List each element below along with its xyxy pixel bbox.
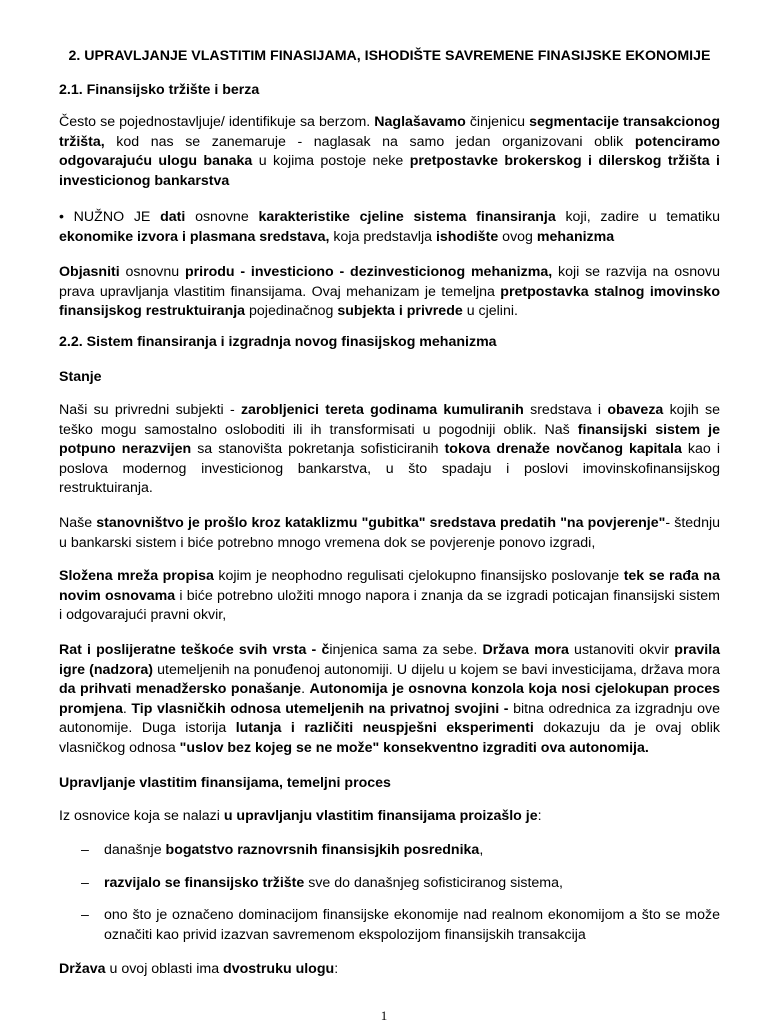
- bold-text-run: razvijalo se finansijsko tržište: [104, 875, 305, 891]
- list-item-text: [104, 906, 720, 945]
- bold-text-run: Objasniti: [59, 264, 120, 280]
- subheading-stanje: Stanje: [59, 369, 102, 385]
- text-run: u kojima postoje neke: [252, 153, 410, 169]
- text-run: kod nas se zanemaruje - naglasak na samo jedan organizovani oblik: [104, 133, 635, 150]
- bold-text-run: Država mora: [482, 642, 569, 658]
- text-run: Naši su privredni subjekti -: [59, 402, 241, 418]
- bold-text-run: finansijski sistem je potpuno nerazvijen: [59, 421, 721, 457]
- bold-text-run: tokova drenaže novčanog kapitala: [444, 441, 682, 457]
- bold-text-run: potenciramo odgovarajuću ulogu banaka: [59, 133, 720, 169]
- text-run: .: [122, 700, 132, 717]
- text-run: :: [334, 961, 339, 977]
- page-number: 1: [380, 1008, 388, 1023]
- bold-text-run: Složena mreža propisa: [59, 568, 214, 584]
- bold-text-run: pravila igre (nadzora): [59, 642, 721, 678]
- paragraph-6: [59, 567, 720, 626]
- bold-text-run: da prihvati menadžersko ponašanje: [59, 681, 302, 697]
- paragraph-7: [59, 641, 720, 758]
- text-run: sve do današnjeg sofisticiranog sistema,: [304, 875, 563, 891]
- text-run: Iz osnovice koja se nalazi: [59, 808, 224, 824]
- section-heading-2-2: 2.2. Sistem finansiranja i izgradnja novog finasijskog mehanizma: [59, 334, 497, 350]
- list-item-text: [104, 874, 720, 894]
- bold-text-run: dvostruku ulogu: [223, 961, 335, 977]
- bold-text-run: tek se rađa na novim osnovama: [59, 568, 720, 604]
- bold-text-run: zarobljenici tereta godinama kumuliranih: [240, 402, 524, 418]
- text-run: .: [301, 681, 310, 697]
- paragraph-9: [59, 960, 720, 980]
- list-bullet: –: [81, 907, 89, 923]
- paragraph-1: [59, 113, 720, 191]
- list-bullet: –: [81, 875, 89, 891]
- bold-text-run: dati: [160, 209, 186, 225]
- text-run: bitna odrednica za izgradnju ove autonomije. Duga istorija: [59, 700, 720, 736]
- bold-text-run: "uslov bez kojeg se ne može" konsekventno izgraditi ova autonomija.: [179, 739, 649, 756]
- text-run: :: [537, 808, 542, 824]
- text-run: Naše: [59, 515, 97, 531]
- bold-text-run: prirodu - investiciono - dezinvesticionog mehanizma,: [184, 264, 553, 280]
- text-run: dokazuju da je ovaj oblik vlasničkog odnosa: [59, 720, 720, 756]
- text-run: i biće potrebno uložiti mnogo napora i znanja da se izgradi poticajan finansijski sistem i odgovarajući pravni okvir,: [59, 587, 720, 623]
- paragraph-3: [59, 263, 720, 322]
- text-run: kojih se teško mogu samostalno osloboditi ili ih transformisati u pogodniji oblik. Naš: [59, 402, 721, 438]
- text-run: današnje: [104, 842, 166, 858]
- bold-text-run: pretpostavka stalnog imovinsko finansijskog restruktuiranja: [59, 283, 720, 319]
- bold-text-run: Naglašavamo: [374, 114, 466, 130]
- text-run: pojedinačnog: [245, 303, 338, 319]
- text-run: kojim je neophodno regulisati cjelokupno finansijsko poslovanje: [213, 568, 624, 584]
- list-item-text: [104, 841, 720, 861]
- bold-text-run: u upravljanju vlastitim finansijama proizašlo je: [223, 808, 538, 824]
- text-run: Često se pojednostavljuje/ identifikuje sa berzom.: [59, 114, 375, 130]
- bold-text-run: ishodište: [435, 228, 499, 245]
- text-run: u ovoj oblasti ima: [105, 961, 224, 977]
- text-run: ono što je označeno dominacijom finansijske ekonomije nad realnom ekonomijom a što se može označiti kao privid izazvan savremenom ekspolozijom finansijskih transakcija: [104, 907, 720, 943]
- bold-text-run: pretpostavke brokerskog i dilerskog tržišta i investicionog bankarstva: [59, 153, 720, 189]
- bold-text-run: Država: [59, 961, 106, 977]
- bold-text-run: Autonomija je osnovna konzola koja nosi cjelokupan proces promjena: [59, 681, 720, 717]
- text-run: koji, zadire u tematiku: [555, 209, 720, 225]
- bold-text-run: subjekta i privrede: [337, 303, 463, 319]
- text-run: osnovne: [185, 209, 259, 225]
- text-run: koji se razvija na osnovu prava upravljanja vlastitim finansijama. Ovaj mehanizam je temeljna: [59, 264, 720, 300]
- bold-text-run: Rat i poslijeratne teškoće svih vrsta - č: [59, 642, 330, 658]
- list-bullet: –: [81, 842, 89, 858]
- text-run: kao i poslova modernog investicionog bankarstva, u što spadaju i poslovi imovinskofinansijskog restruktuiranja.: [59, 441, 721, 496]
- text-run: u cjelini.: [462, 303, 518, 319]
- text-run: - štednju u bankarski sistem i biće potrebno mnogo vremena dok se povjerenje ponovo izgradi,: [59, 515, 721, 551]
- text-run: ovog: [498, 228, 537, 245]
- text-run: sa stanovišta pokretanja sofisticiranih: [191, 441, 445, 457]
- paragraph-8: [59, 807, 720, 827]
- bold-text-run: mehanizma: [536, 228, 615, 245]
- bold-text-run: stanovništvo je prošlo kroz kataklizmu "gubitka" sredstava predatih "na povjerenje": [96, 515, 666, 531]
- text-run: činjenicu: [465, 114, 530, 130]
- bold-text-run: Tip vlasničkih odnosa utemeljenih na privatnoj svojini -: [131, 700, 509, 717]
- bold-text-run: obaveza: [607, 402, 664, 418]
- bold-text-run: segmentacije transakcionog tržišta,: [59, 114, 721, 150]
- subheading-upravljanje: Upravljanje vlastitim finansijama, temeljni proces: [59, 775, 391, 791]
- text-run: • NUŽNO JE: [59, 209, 161, 225]
- bold-text-run: bogatstvo raznovrsnih finansisjkih posrednika: [165, 842, 480, 858]
- text-run: utemeljenih na ponuđenoj autonomiji. U dijelu u kojem se bavi investicijama, država mora: [153, 661, 720, 678]
- text-run: sredstava i: [523, 402, 608, 418]
- paragraph-2: [59, 208, 720, 247]
- page-title: 2. UPRAVLJANJE VLASTITIM FINASIJAMA, ISHODIŠTE SAVREMENE FINASIJSKE EKONOMIJE: [68, 48, 711, 64]
- paragraph-5: [59, 514, 720, 553]
- section-heading-2-1: 2.1. Finansijsko tržište i berza: [59, 82, 260, 98]
- text-run: ,: [479, 842, 484, 858]
- text-run: injenica sama za sebe.: [329, 642, 483, 658]
- text-run: koja predstavlja: [329, 228, 436, 245]
- paragraph-4: [59, 401, 720, 499]
- text-run: ustanoviti okvir: [568, 642, 675, 658]
- bold-text-run: lutanja i različiti neuspješni eksperimenti: [235, 720, 534, 736]
- text-run: osnovnu: [119, 264, 185, 280]
- bold-text-run: ekonomike izvora i plasmana sredstava,: [59, 228, 330, 245]
- bold-text-run: karakteristike cjeline sistema finansiranja: [258, 209, 556, 225]
